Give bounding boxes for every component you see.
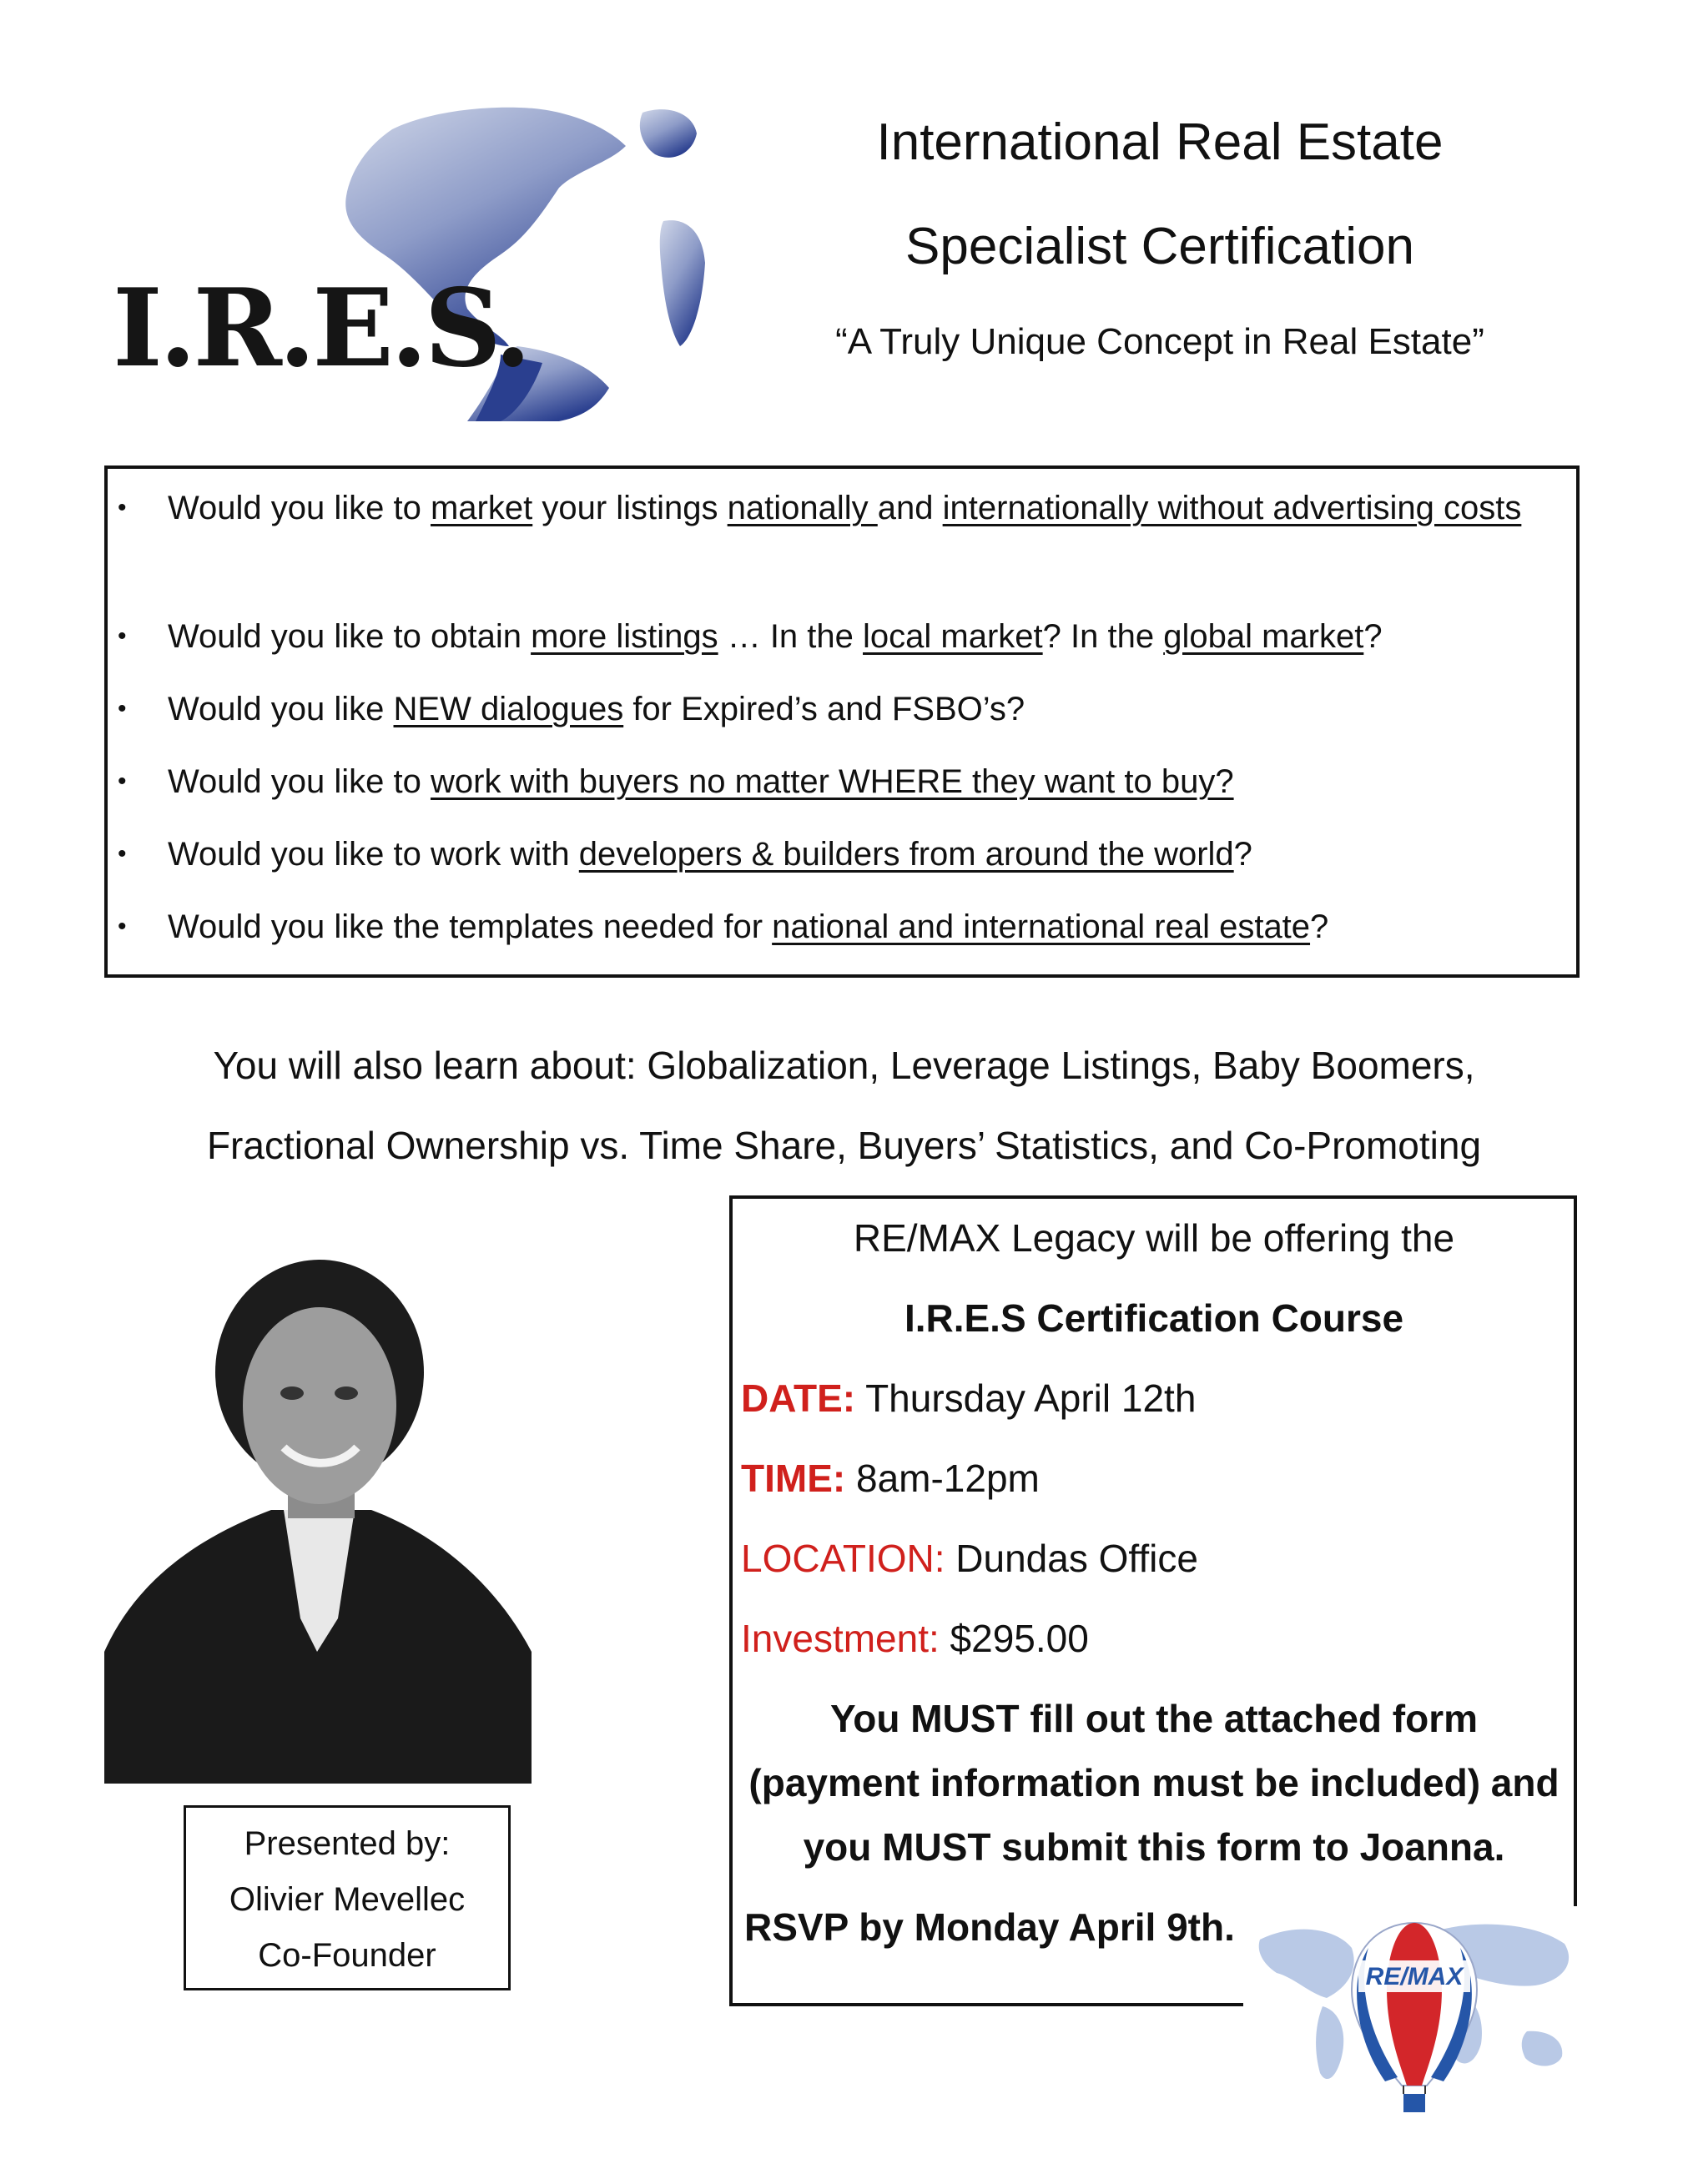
tagline: “A Truly Unique Concept in Real Estate” bbox=[835, 321, 1484, 362]
time-label: TIME: bbox=[741, 1457, 846, 1500]
course-info-box bbox=[729, 1195, 1577, 2006]
question-more-listings: • Would you like to obtain more listings … In the local market? In the global market? bbox=[168, 609, 1553, 664]
must-line-3: you MUST submit this form to Joanna. bbox=[803, 1825, 1505, 1869]
title-line-2: Specialist Certification bbox=[905, 218, 1414, 275]
course-intro: RE/MAX Legacy will be offering the bbox=[853, 1216, 1455, 1260]
ires-logo-text: I.R.E.S. bbox=[113, 266, 528, 391]
question-templates: • Would you like the templates needed for national and international real estate? bbox=[168, 899, 1553, 954]
learn-line-1: You will also learn about: Globalization, Leverage Listings, Baby Boomers, bbox=[213, 1044, 1475, 1087]
presenter-name: Olivier Mevellec bbox=[229, 1881, 466, 1918]
course-date bbox=[741, 1376, 1196, 1421]
course-investment bbox=[741, 1616, 1089, 1661]
location-value: Dundas Office bbox=[945, 1537, 1198, 1580]
remax-logo bbox=[1243, 1906, 1585, 2131]
question-market-listings: • Would you like to market your listings nationally and internationally without advertising costs bbox=[168, 481, 1553, 536]
presented-by-label: Presented by: bbox=[244, 1825, 451, 1862]
course-location bbox=[741, 1536, 1198, 1581]
question-work-with-buyers: • Would you like to work with buyers no matter WHERE they want to buy? bbox=[168, 754, 1553, 809]
must-line-2: (payment information must be included) and bbox=[748, 1761, 1560, 1804]
presenter-title: Co-Founder bbox=[258, 1937, 436, 1974]
remax-logo-text: RE/MAX bbox=[1365, 1963, 1464, 1990]
questions-box bbox=[104, 465, 1580, 978]
course-time bbox=[741, 1456, 1040, 1501]
title-line-1: International Real Estate bbox=[876, 113, 1444, 171]
presenter-box bbox=[184, 1805, 511, 1990]
date-value: Thursday April 12th bbox=[855, 1376, 1197, 1420]
date-label: DATE: bbox=[741, 1376, 856, 1420]
investment-label: Investment: bbox=[741, 1617, 940, 1660]
question-new-dialogues: • Would you like NEW dialogues for Expired’s and FSBO’s? bbox=[168, 682, 1553, 737]
must-line-1: You MUST fill out the attached form bbox=[829, 1697, 1479, 1740]
presenter-photo bbox=[104, 1260, 532, 1784]
course-name: I.R.E.S Certification Course bbox=[904, 1296, 1404, 1340]
remax-balloon-icon bbox=[1243, 1906, 1585, 2131]
question-developers-builders: • Would you like to work with developers & builders from around the world? bbox=[168, 827, 1553, 882]
investment-value: $295.00 bbox=[939, 1617, 1089, 1660]
location-label: LOCATION: bbox=[741, 1537, 945, 1580]
rsvp-line: RSVP by Monday April 9th. bbox=[744, 1905, 1235, 1949]
time-value: 8am-12pm bbox=[845, 1457, 1040, 1500]
learn-line-2: Fractional Ownership vs. Time Share, Buyers’ Statistics, and Co-Promoting bbox=[206, 1124, 1482, 1167]
